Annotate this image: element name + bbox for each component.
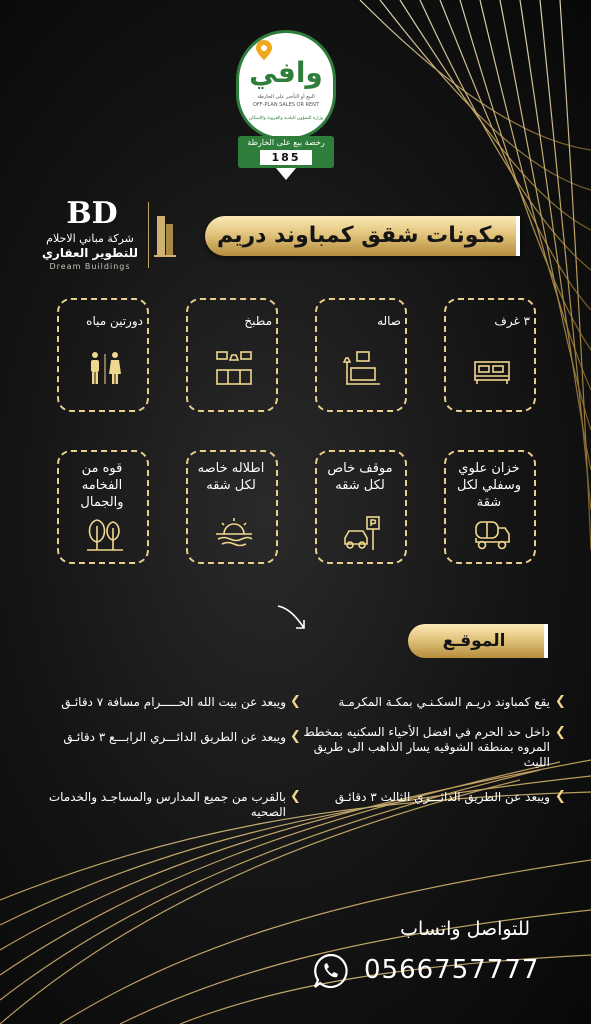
restroom-icon — [85, 348, 125, 388]
company-name-en: Dream Buildings — [49, 262, 131, 271]
water-tank-truck-icon — [472, 516, 512, 552]
location-point: يقع كمباوند دريـم السكـنـي بمكـة المكرمـة — [338, 695, 550, 709]
feature-label: مطبخ — [244, 314, 272, 328]
license-number: 185 — [260, 150, 312, 165]
company-name-line2: للتطوير العقاري — [41, 246, 139, 260]
location-point: ويبعد عن بيت الله الحـــــرام مسافة ٧ دقائـق — [61, 695, 286, 709]
phone-number[interactable]: 0566757777 — [364, 955, 540, 985]
contact-label: للتواصل واتساب — [400, 918, 530, 940]
feature-label: قوه من الفخامه والجمال — [80, 461, 124, 510]
badge-tip — [276, 168, 296, 180]
feature-label: اطلاله خاصه لكل شقه — [197, 461, 265, 493]
feature-label: خزان علوي وسفلي لكل شقة — [456, 461, 521, 510]
feature-card-living-room — [315, 298, 407, 412]
living-room-icon — [343, 348, 383, 388]
company-logo — [30, 196, 176, 276]
building-icon — [154, 210, 176, 258]
feature-card-water-tank — [444, 450, 536, 564]
company-name-line1: شركة مباني الاحلام — [46, 232, 134, 245]
location-point: بالقرب من جميع المدارس والمساجـد والخدمات الصحيه — [48, 790, 286, 819]
wafi-name: وافي — [249, 56, 323, 89]
feature-label: موقف خاص لكل شقه — [327, 461, 393, 493]
feature-card-luxury — [57, 450, 149, 564]
feature-card-kitchen — [186, 298, 278, 412]
company-mark: BD — [66, 196, 118, 231]
wafi-license-badge — [236, 30, 336, 180]
wafi-ministry: وزارة الشؤون البلدية والقروية والإسكان — [248, 116, 324, 121]
feature-label: دورتين مياه — [86, 314, 143, 328]
title-banner — [205, 216, 520, 256]
feature-card-restrooms — [57, 298, 149, 412]
trees-icon — [85, 516, 125, 552]
arrow-decoration-icon — [276, 602, 310, 634]
kitchen-icon — [214, 348, 254, 388]
location-point: داخل حد الحرم في افضل الأحياء السكنيه بمخطط المروه بمنطقه الشوقيه يسار الذاهب الى طريق الليث — [303, 725, 550, 769]
chevron-left-icon: ❮ — [555, 789, 566, 804]
parking-car-icon — [343, 516, 383, 552]
chevron-left-icon: ❮ — [290, 729, 301, 744]
feature-card-parking — [315, 450, 407, 564]
wafi-subtitle-en: OFF-PLAN SALES OR RENT — [253, 102, 319, 108]
chevron-left-icon: ❮ — [555, 694, 566, 709]
logo-divider — [148, 202, 149, 268]
whatsapp-icon[interactable] — [312, 952, 350, 990]
feature-card-view — [186, 450, 278, 564]
wafi-subtitle-ar: البيع أو التأجير على الخارطة — [257, 94, 315, 100]
location-heading: الموقـع — [442, 631, 506, 651]
location-banner — [408, 624, 548, 658]
page-title: مكونات شقق كمباوند دريم — [216, 223, 505, 248]
chevron-left-icon: ❮ — [290, 694, 301, 709]
location-point: ويبعد عن الطريق الدائـــري الثالث ٣ دقائـق — [334, 790, 550, 804]
feature-label: صاله — [377, 314, 401, 328]
location-point: ويبعد عن الطريق الدائـــري الرابـــع ٣ دقائـق — [63, 730, 286, 744]
license-label: رخصة بيع على الخارطة — [247, 138, 325, 147]
chevron-left-icon: ❮ — [555, 725, 566, 740]
chevron-left-icon: ❮ — [290, 789, 301, 804]
feature-card-rooms — [444, 298, 536, 412]
sunset-view-icon — [214, 516, 254, 552]
feature-label: ٣ غرف — [494, 314, 530, 328]
bed-icon — [472, 348, 512, 388]
